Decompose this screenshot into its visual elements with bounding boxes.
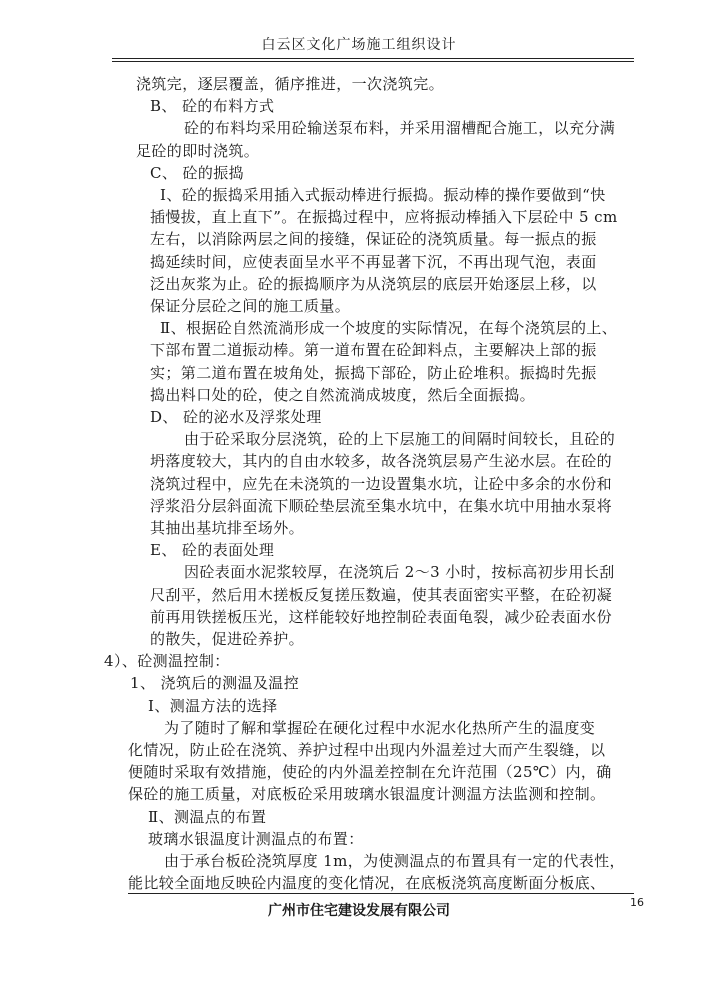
footer-company: 广州市住宅建设发展有限公司 (268, 903, 450, 919)
body-line: 其抽出基坑排至场外。 (150, 519, 305, 537)
body-line: 浮浆沿分层斜面流下顺砼垫层流至集水坑中，在集水坑中用抽水泵将 (150, 496, 613, 515)
body-line: 化情况，防止砼在浇筑、养护过程中出现内外温差过大而产生裂缝，以 (128, 741, 606, 759)
body-line: 尺刮平，然后用木搓板反复搓压数遍，使其表面密实平整，在砼初凝 (150, 585, 613, 604)
body-line: Ⅰ、砼的振捣采用插入式振动棒进行振捣。振动棒的操作要做到“快 (160, 186, 606, 204)
body-line: 便随时采取有效措施，使砼的内外温差控制在允许范围（25℃）内，确 (128, 763, 612, 782)
subsection-heading-i: Ⅰ、测温方法的选择 (148, 696, 278, 715)
body-line: 捣延续时间，应使表面呈水平不再显著下沉，不再出现气泡，表面 (150, 252, 597, 271)
body-line: 坍落度较大，其内的自由水较多，故各浇筑层易产生泌水层。在砼的 (150, 452, 613, 471)
body-line: 保证分层砼之间的施工质量。 (150, 297, 351, 315)
body-line: 保砼的施工质量，对底板砼采用玻璃水银温度计测温方法监测和控制。 (128, 785, 606, 804)
body-line: 玻璃水银温度计测温点的布置： (148, 829, 364, 848)
subsection-heading-ii: Ⅱ、测温点的布置 (148, 807, 267, 826)
body-line: 浇筑过程中，应先在未浇筑的一边设置集水坑，让砼中多余的水份和 (150, 474, 613, 493)
section-heading-c: C、 砼的振捣 (150, 163, 245, 182)
body-line: Ⅱ、根据砼自然流淌形成一个坡度的实际情况，在每个浇筑层的上、 (160, 319, 618, 338)
header-rule-double (112, 61, 634, 62)
body-line: 由于承台板砼浇筑厚度 1m，为使测温点的布置具有一定的代表性， (164, 852, 625, 870)
body-line: 足砼的即时浇筑。 (136, 141, 260, 160)
body-line: 前再用铁搓板压光，这样能较好地控制砼表面龟裂，减少砼表面水份 (150, 607, 613, 626)
header-rule (112, 58, 634, 59)
body-line: 由于砼采取分层浇筑，砼的上下层施工的间隔时间较长，且砼的 (184, 430, 616, 449)
body-line: 为了随时了解和掌握砼在硬化过程中水泥水化热所产生的温度变 (164, 718, 596, 737)
section-heading-b: B、 砼的布料方式 (150, 97, 275, 116)
section-heading-4: 4）、砼测温控制： (104, 652, 230, 671)
body-line: 捣出料口处的砼，使之自然流淌成坡度，然后全面振捣。 (150, 385, 536, 404)
body-line: 浇筑完，逐层覆盖，循序推进，一次浇筑完。 (136, 75, 445, 93)
page-header: 白云区文化广场施工组织设计 (261, 37, 457, 53)
body-line: 下部布置二道振动棒。第一道布置在砼卸料点，主要解决上部的振 (150, 341, 597, 360)
body-line: 砼的布料均采用砼输送泵布料，并采用溜槽配合施工，以充分满 (184, 119, 616, 138)
body-line: 泛出灰浆为止。砼的振捣顺序为从浇筑层的底层开始逐层上移，以 (150, 274, 597, 293)
body-line: 实；第二道布置在坡角处，振捣下部砼，防止砼堆积。振捣时先振 (150, 363, 597, 382)
section-heading-e: E、 砼的表面处理 (150, 541, 275, 560)
section-heading-d: D、 砼的泌水及浮浆处理 (150, 408, 322, 426)
body-line: 因砼表面水泥浆较厚，在浇筑后 2～3 小时，按标高初步用长刮 (184, 563, 615, 582)
subsection-heading-1: 1、 浇筑后的测温及温控 (130, 674, 300, 693)
page-number: 16 (630, 896, 644, 909)
body-line: 左右，以消除两层之间的接缝，保证砼的浇筑质量。每一振点的振 (150, 230, 597, 249)
body-line: 插慢拔，直上直下”。在振捣过程中，应将振动棒插入下层砼中 5 cm (150, 208, 618, 227)
body-line: 能比较全面地反映砼内温度的变化情况，在底板浇筑高度断面分板底、 (128, 874, 606, 893)
body-line: 的散失，促进砼养护。 (150, 630, 305, 648)
